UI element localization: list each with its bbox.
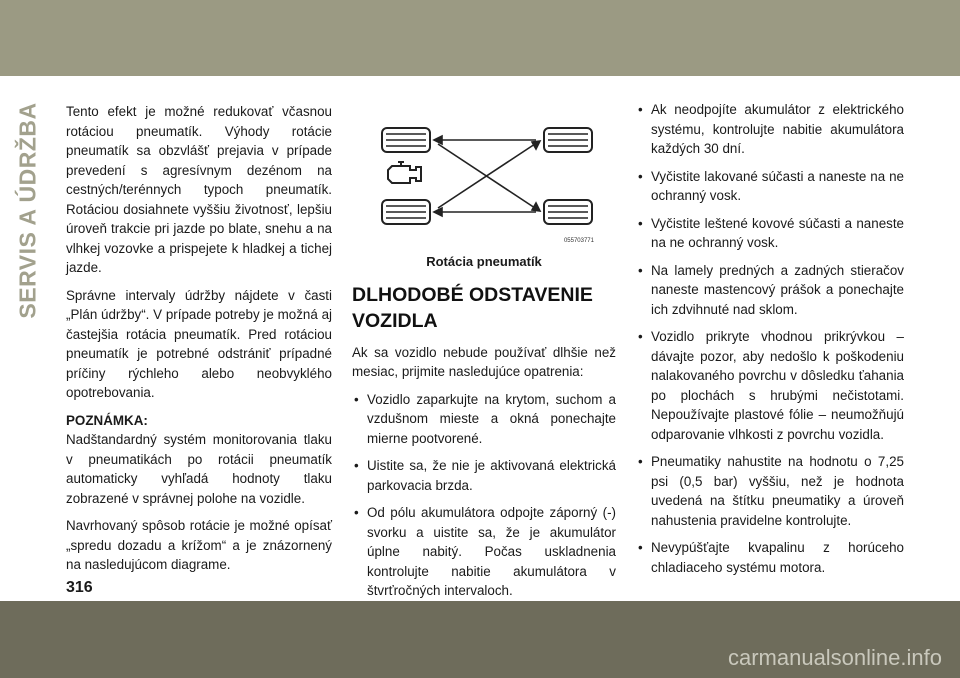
- storage-list-continued: [636, 100, 904, 577]
- list-item: • Na lamely predných a zadných stieračov naneste mastencový prášok a ponechajte ich zdvihnuté nad sklom.: [636, 261, 904, 320]
- rotation-diagram-svg: [352, 102, 616, 250]
- right-column: [636, 100, 904, 585]
- list-item: • Uistite sa, že nie je aktivovaná elektrická parkovacia brzda.: [352, 456, 616, 495]
- heading-line: DLHODOBÉ ODSTAVENIE: [352, 283, 593, 306]
- note-text: Nadštandardný systém monitorovania tlaku v pneumatikách po rotácii pneumatík automaticky vyhľadá hodnoty tlaku zobrazené v správnej polohe na vozidle.: [66, 432, 332, 506]
- heading-line: VOZIDLA: [352, 309, 438, 332]
- watermark: carmanualsonline.info: [727, 645, 942, 670]
- list-item: • Ak neodpojíte akumulátor z elektrického systému, kontrolujte nabitie akumulátora každých 30 dní.: [636, 100, 904, 159]
- paragraph: Tento efekt je možné redukovať včasnou rotáciou pneumatík. Výhody rotácie pneumatík sa obzvlášť prejavia v prípade prevedení s agresívnym dezénom na cestných/terénnych typoch pneumatík. Rotáciou dosiahnete vyššiu životnosť, lepšiu úroveň trakcie pri jazde po blate, snehu a na vlhkej vozovke a prispejete k hladkej a tichej jazde.: [66, 104, 332, 275]
- list-item: • Vozidlo zaparkujte na krytom, suchom a vzdušnom mieste a okná ponechajte mierne pootvorené.: [352, 390, 616, 449]
- storage-list: [352, 390, 616, 601]
- tire-front-right: [544, 128, 592, 152]
- list-item: • Nevypúšťajte kvapalinu z horúceho chladiaceho systému motora.: [636, 538, 904, 577]
- intro-paragraph: Ak sa vozidlo nebude používať dlhšie než mesiac, prijmite nasledujúce opatrenia:: [352, 344, 616, 379]
- engine-icon: [388, 162, 421, 183]
- note-heading: POZNÁMKA:: [66, 412, 148, 428]
- left-column: [66, 102, 332, 583]
- tire-rear-left: [382, 200, 430, 224]
- top-color-band: [0, 0, 960, 76]
- figure-code: 055703771: [563, 238, 594, 244]
- section-side-label: [8, 95, 48, 325]
- tire-rotation-diagram: [352, 102, 616, 250]
- middle-column: [352, 102, 616, 609]
- list-item: • Pneumatiky nahustite na hodnotu o 7,25 psi (0,5 bar) vyššiu, než je hodnota uvedená na štítku pneumatiky a úroveň nahustenia pravidelne kontrolujte.: [636, 452, 904, 530]
- section-heading: [352, 282, 616, 334]
- rotation-arrows: [434, 136, 540, 216]
- page-number: 316: [66, 579, 93, 596]
- paragraph: Správne intervaly údržby nájdete v časti „Plán údržby“. V prípade potreby je možná aj častejšia rotácia pneumatík. Pred rotáciou pneumatík je potrebné odstrániť prípadné príčiny rýchleho alebo neobvyklého opotrebovania.: [66, 287, 332, 400]
- paragraph: Navrhovaný spôsob rotácie je možné opísať „spredu dozadu a krížom“ a je znázornený na nasledujúcom diagrame.: [66, 518, 332, 572]
- section-title: SERVIS A ÚDRŽBA: [14, 101, 41, 319]
- list-item: • Vozidlo prikryte vhodnou prikrývkou – dávajte pozor, aby nedošlo k poškodeniu nalakovaného povrchu v dôsledku ťahania po plochách s hrubými nečistotami. Nepoužívajte plastové fólie – neumožňujú odparovanie vlhkosti z povrchu vozidla.: [636, 327, 904, 444]
- list-item: • Vyčistite lakované súčasti a naneste na ne ochranný vosk.: [636, 167, 904, 206]
- tire-front-left: [382, 128, 430, 152]
- list-item: • Vyčistite leštené kovové súčasti a naneste na ne ochranný vosk.: [636, 214, 904, 253]
- figure-caption: Rotácia pneumatík: [426, 254, 542, 269]
- tire-rear-right: [544, 200, 592, 224]
- list-item: • Od pólu akumulátora odpojte záporný (-) svorku a uistite sa, že je akumulátor úplne nabitý. Počas uskladnenia kontrolujte nabitie akumulátora v štvrťročných intervaloch.: [352, 503, 616, 601]
